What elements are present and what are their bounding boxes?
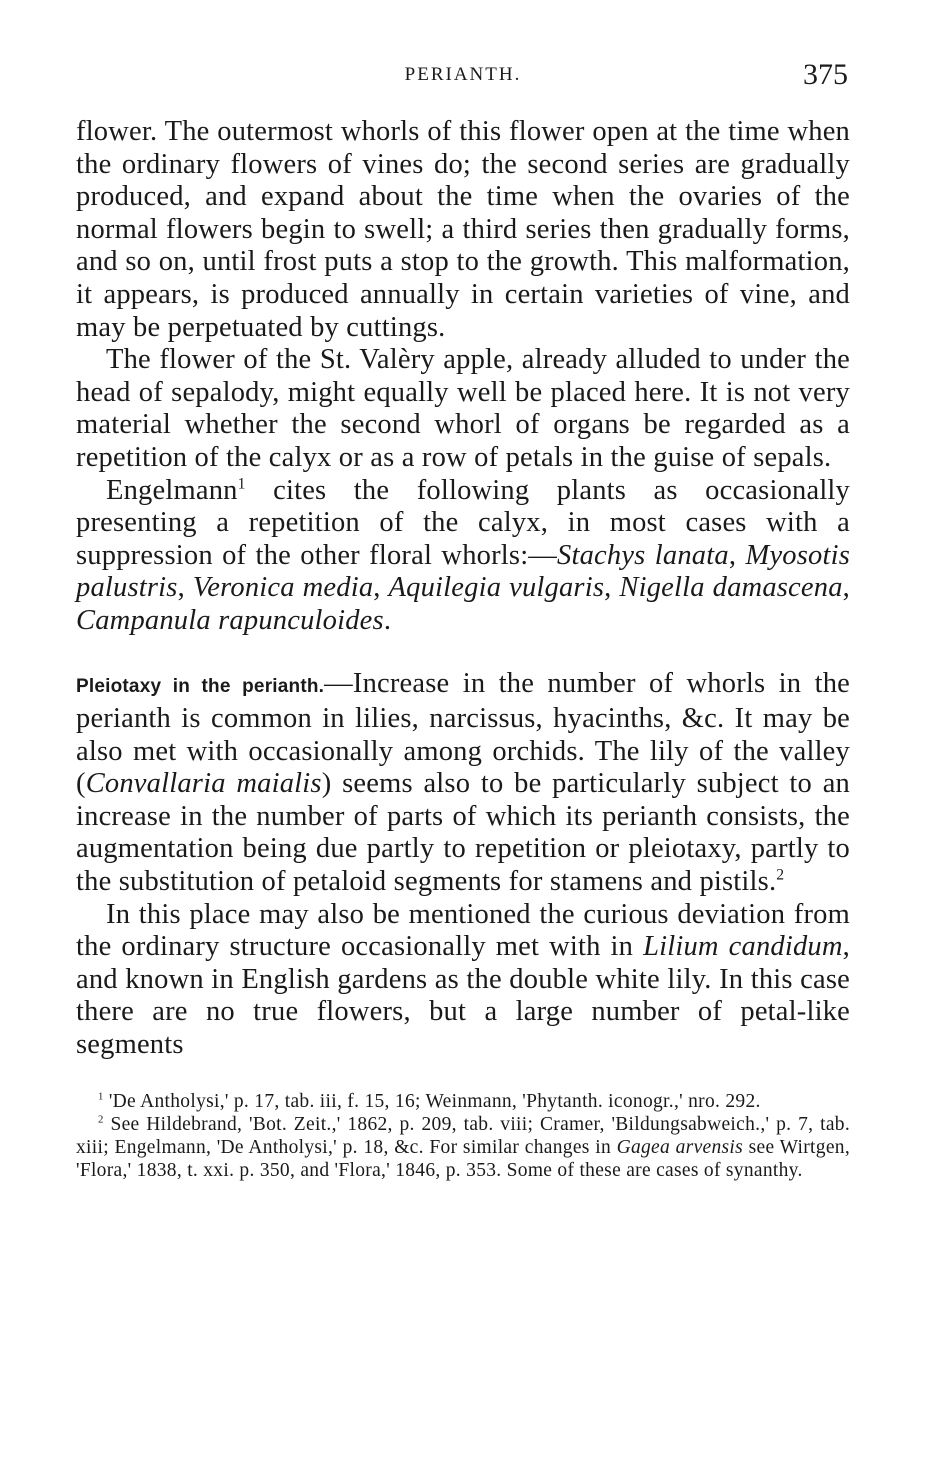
paragraph-text: , and known in English gardens as the double white lily. In this case there are no true flowers, but a large number of petal-like segments: [76, 931, 850, 1061]
author-name: Engelmann: [106, 474, 238, 506]
section-gap: [76, 638, 850, 668]
paragraph-text: cites the following plants as occasionally presenting a repetition of the calyx, in most cases with a suppression of the other floral whorls:—: [76, 474, 850, 571]
species-name: Stachys lanata: [557, 539, 729, 571]
page-number: 375: [803, 58, 848, 91]
separator: ,: [177, 572, 193, 604]
body-text: [76, 116, 850, 1062]
paragraph-vine-malformation: flower. The outermost whorls of this flower open at the time when the ordinary flowers of vines do; the second series are gradually produced, and expand about the time when the ovaries of the normal flowers begin to swell; a third series then gradually forms, and so on, until frost puts a stop to the growth. This malformation, it appears, is produced annually in certain varieties of vine, and may be perpetuated by cuttings.: [76, 116, 850, 343]
footnote-ref-1: 1: [237, 475, 246, 493]
paragraph-text: In this place may also be mentioned the curious deviation from the ordinary structure occasionally met with in: [76, 898, 850, 963]
paragraph-text: ) seems also to be particularly subject to an increase in the number of parts of which its perianth consists, the augmentation being due partly to repetition or pleiotaxy, partly to the substitution of petaloid segments for stamens and pistils.: [76, 768, 851, 898]
species-name: Gagea arvensis: [616, 1136, 744, 1158]
separator: ,: [728, 539, 746, 571]
footnote-mark: 1: [98, 1090, 104, 1103]
footnote-text: see Wirtgen, 'Flora,' 1838, t. xxi. p. 350, and 'Flora,' 1846, p. 353. Some of these are cases of synanthy.: [76, 1136, 850, 1181]
paragraph-engelmann: [76, 475, 850, 638]
species-name: Veronica media: [192, 572, 374, 604]
running-head: [76, 58, 850, 98]
running-head-title: PERIANTH.: [404, 64, 522, 85]
footnote-1: [76, 1090, 850, 1113]
paragraph-valery-apple: The flower of the St. Valèry apple, already alluded to under the head of sepalody, might equally well be placed here. It is not very material whether the second whorl of organs be regarded as a repetition of the calyx or as a row of petals in the guise of sepals.: [76, 344, 850, 473]
separator: ,: [842, 572, 850, 604]
book-page: [76, 58, 850, 1458]
section-heading: Pleiotaxy in the perianth.: [76, 675, 325, 697]
separator: .: [383, 604, 392, 636]
paragraph-pleiotaxy: [76, 668, 850, 899]
species-name: Lilium candidum: [643, 931, 843, 963]
separator: ,: [604, 572, 620, 604]
footnote-text: 'De Antholysi,' p. 17, tab. iii, f. 15, 16; Weinmann, 'Phytanth. iconogr.,' nro. 292.: [103, 1090, 761, 1112]
species-name: Convallaria maialis: [85, 768, 322, 800]
species-name: Campanula rapunculoides: [76, 604, 384, 636]
species-name: Myosotis palustris: [76, 539, 851, 604]
footnote-text: See Hildebrand, 'Bot. Zeit.,' 1862, p. 209, tab. viii; Cramer, 'Bildungsabweich.,' p. 7, tab. xiii; Engelmann, 'De Antholysi,' p. 18, &c. For similar changes in: [76, 1113, 850, 1158]
footnote-2: [76, 1113, 850, 1182]
species-name: Nigella damascena: [619, 572, 843, 604]
paragraph-double-white-lily: [76, 899, 850, 1062]
separator: ,: [373, 572, 389, 604]
species-name: Aquilegia vulgaris: [388, 572, 605, 604]
paragraph-text: —Increase in the number of whorls in the perianth is common in lilies, narcissus, hyacinths, &c. It may be also met with occasionally among orchids. The lily of the valley (: [76, 667, 850, 800]
footnote-mark: 2: [98, 1113, 104, 1126]
footnote-ref-2: 2: [776, 866, 785, 884]
footnotes: [76, 1090, 850, 1182]
